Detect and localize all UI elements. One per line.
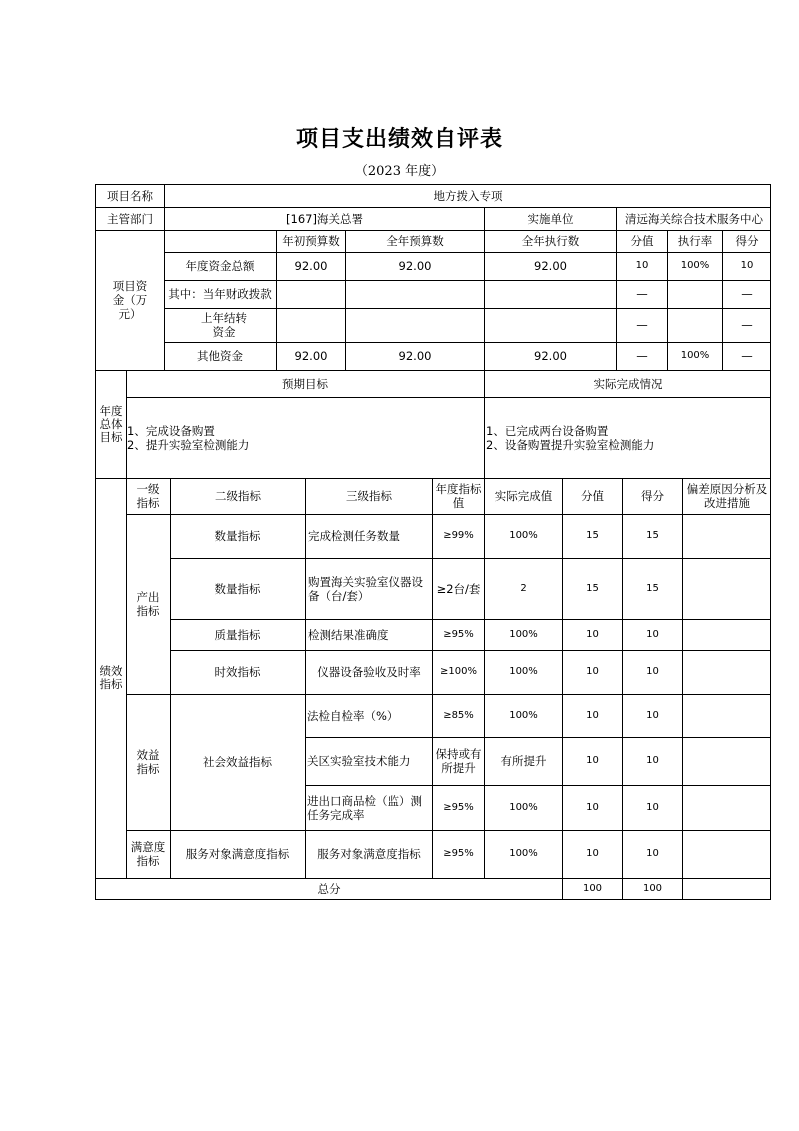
perf-row-target: 保持或有所提升 bbox=[432, 737, 484, 785]
funds-row-score: — bbox=[722, 342, 771, 370]
perf-header-target: 年度指标值 bbox=[432, 478, 484, 514]
perf-row-l3: 法检自检率（%） bbox=[307, 708, 399, 723]
perf-row-l3: 购置海关实验室仪器设备（台/套） bbox=[305, 558, 432, 619]
perf-header-score: 得分 bbox=[622, 478, 682, 514]
funds-row-full bbox=[345, 308, 484, 342]
funds-row-exec-rate: 100% bbox=[667, 252, 722, 280]
dept-label: 主管部门 bbox=[107, 211, 153, 226]
funds-header-initial: 年初预算数 bbox=[276, 230, 345, 252]
goals-actual-line: 1、已完成两台设备购置 bbox=[486, 423, 609, 438]
funds-row-score-val: — bbox=[616, 280, 667, 308]
project-name-value: 地方拨入专项 bbox=[164, 185, 771, 207]
funds-row-score-val: 10 bbox=[616, 252, 667, 280]
perf-row-target: ≥85% bbox=[432, 694, 484, 737]
perf-row-reason bbox=[682, 785, 771, 830]
dept-value: [167]海关总署 bbox=[164, 207, 484, 230]
perf-row-score: 10 bbox=[622, 650, 682, 694]
perf-group-benefit-text: 效益指标 bbox=[136, 748, 160, 776]
funds-row-label: 上年结转资金 bbox=[201, 311, 247, 339]
funds-row-initial: 92.00 bbox=[276, 252, 345, 280]
funds-row-full: 92.00 bbox=[345, 342, 484, 370]
perf-row-l2: 社会效益指标 bbox=[203, 755, 272, 769]
page-title: 项目支出绩效自评表 bbox=[295, 126, 503, 152]
perf-row-reason bbox=[682, 558, 771, 619]
funds-row-score-val: — bbox=[616, 308, 667, 342]
perf-row-target: ≥2台/套 bbox=[432, 558, 484, 619]
funds-label-text: 项目资金（万元） bbox=[112, 279, 148, 321]
perf-row-target: ≥95% bbox=[432, 785, 484, 830]
perf-group-output-text: 产出指标 bbox=[136, 590, 160, 618]
perf-row-reason bbox=[682, 830, 771, 878]
perf-row-l2: 服务对象满意度指标 bbox=[185, 847, 290, 861]
perf-row-reason bbox=[682, 737, 771, 785]
perf-label-text: 绩效指标 bbox=[99, 664, 123, 691]
perf-row-l3: 完成检测任务数量 bbox=[305, 514, 432, 558]
perf-row-target: ≥95% bbox=[432, 830, 484, 878]
perf-row-l2: 时效指标 bbox=[214, 665, 261, 679]
perf-header-reason: 偏差原因分析及改进措施 bbox=[682, 478, 771, 514]
perf-header-actual: 实际完成值 bbox=[484, 478, 562, 514]
funds-row-score-val: — bbox=[616, 342, 667, 370]
goals-label bbox=[96, 370, 126, 478]
funds-row-exec-rate bbox=[667, 280, 722, 308]
perf-row-actual: 100% bbox=[484, 650, 562, 694]
perf-group-benefit bbox=[126, 694, 170, 830]
funds-row-exec bbox=[484, 308, 616, 342]
funds-row-label: 其他资金 bbox=[197, 349, 243, 363]
perf-row-score: 10 bbox=[622, 785, 682, 830]
goals-expected bbox=[126, 397, 484, 478]
perf-row-score: 10 bbox=[622, 694, 682, 737]
impl-label: 实施单位 bbox=[484, 207, 616, 230]
funds-row-exec bbox=[484, 280, 616, 308]
goals-actual-header: 实际完成情况 bbox=[484, 370, 771, 397]
funds-row-full: 92.00 bbox=[345, 252, 484, 280]
perf-group-satisfaction-text: 满意度指标 bbox=[130, 840, 166, 868]
perf-row-score-val: 10 bbox=[562, 650, 622, 694]
perf-group-satisfaction bbox=[126, 830, 170, 878]
goals-label-text: 年度总体目标 bbox=[99, 403, 123, 444]
perf-row-score-val: 10 bbox=[562, 830, 622, 878]
perf-header-l1 bbox=[126, 478, 170, 514]
perf-row-score-val: 10 bbox=[562, 619, 622, 650]
funds-row-score: — bbox=[722, 280, 771, 308]
funds-row-label: 其中：当年财政拨款 bbox=[168, 287, 272, 301]
perf-row-l3: 检测结果准确度 bbox=[305, 619, 432, 650]
funds-header-score-val: 分值 bbox=[616, 230, 667, 252]
perf-row-reason bbox=[682, 694, 771, 737]
perf-row-l2: 数量指标 bbox=[214, 529, 261, 543]
perf-label bbox=[96, 478, 126, 878]
perf-row-l2: 质量指标 bbox=[214, 627, 261, 642]
perf-row-l3: 进出口商品检（监）测任务完成率 bbox=[307, 793, 422, 822]
perf-row-score-val: 10 bbox=[562, 694, 622, 737]
perf-group-output bbox=[126, 514, 170, 694]
funds-header-exec: 全年执行数 bbox=[484, 230, 616, 252]
perf-row-score: 10 bbox=[622, 619, 682, 650]
funds-row-score: 10 bbox=[722, 252, 771, 280]
perf-row-l3: 仪器设备验收及时率 bbox=[305, 650, 432, 694]
perf-row-actual: 100% bbox=[484, 830, 562, 878]
perf-header-l2: 二级指标 bbox=[170, 478, 305, 514]
perf-row-score: 15 bbox=[622, 514, 682, 558]
perf-row-score: 10 bbox=[622, 830, 682, 878]
perf-row-actual: 100% bbox=[484, 694, 562, 737]
funds-row-exec-rate: 100% bbox=[667, 342, 722, 370]
perf-row-actual: 有所提升 bbox=[484, 737, 562, 785]
goals-expected-line: 1、完成设备购置 bbox=[127, 423, 215, 438]
funds-row-full bbox=[345, 280, 484, 308]
perf-row-score-val: 10 bbox=[562, 737, 622, 785]
funds-row-exec-rate bbox=[667, 308, 722, 342]
perf-row-target: ≥100% bbox=[432, 650, 484, 694]
funds-row-score: — bbox=[722, 308, 771, 342]
funds-row-exec: 92.00 bbox=[484, 252, 616, 280]
perf-row-reason bbox=[682, 514, 771, 558]
year-subtitle: （2023 年度） bbox=[354, 164, 445, 179]
perf-row-score-val: 10 bbox=[562, 785, 622, 830]
total-label: 总分 bbox=[317, 881, 341, 896]
perf-row-target: ≥99% bbox=[432, 514, 484, 558]
funds-header-exec-rate: 执行率 bbox=[667, 230, 722, 252]
perf-header-score-val: 分值 bbox=[562, 478, 622, 514]
perf-row-score-val: 15 bbox=[562, 558, 622, 619]
project-name-label: 项目名称 bbox=[107, 189, 153, 203]
perf-row-l2: 数量指标 bbox=[214, 581, 261, 596]
funds-header-full: 全年预算数 bbox=[345, 230, 484, 252]
impl-value: 清远海关综合技术服务中心 bbox=[616, 207, 771, 230]
funds-row-label: 年度资金总额 bbox=[185, 259, 255, 273]
funds-row-exec: 92.00 bbox=[484, 342, 616, 370]
perf-row-actual: 100% bbox=[484, 514, 562, 558]
perf-row-actual: 100% bbox=[484, 785, 562, 830]
total-score: 100 bbox=[622, 878, 682, 899]
perf-row-score: 10 bbox=[622, 737, 682, 785]
perf-row-l3: 关区实验室技术能力 bbox=[307, 754, 411, 768]
goals-actual bbox=[484, 397, 771, 478]
goals-expected-line: 2、提升实验室检测能力 bbox=[127, 437, 250, 452]
funds-row-initial bbox=[276, 280, 345, 308]
perf-row-score: 15 bbox=[622, 558, 682, 619]
perf-row-score-val: 15 bbox=[562, 514, 622, 558]
total-reason bbox=[682, 878, 771, 899]
funds-label bbox=[96, 230, 164, 370]
perf-header-l3: 三级指标 bbox=[305, 478, 432, 514]
funds-row-initial bbox=[276, 308, 345, 342]
perf-row-target: ≥95% bbox=[432, 619, 484, 650]
perf-header-l1-text: 一级指标 bbox=[136, 482, 160, 510]
perf-row-actual: 100% bbox=[484, 619, 562, 650]
perf-row-actual: 2 bbox=[484, 558, 562, 619]
perf-row-l3: 服务对象满意度指标 bbox=[305, 830, 432, 878]
goals-expected-header: 预期目标 bbox=[282, 376, 328, 391]
funds-row-initial: 92.00 bbox=[276, 342, 345, 370]
funds-header-score: 得分 bbox=[722, 230, 771, 252]
perf-row-reason bbox=[682, 619, 771, 650]
total-score-val: 100 bbox=[562, 878, 622, 899]
perf-row-reason bbox=[682, 650, 771, 694]
goals-actual-line: 2、设备购置提升实验室检测能力 bbox=[486, 437, 655, 452]
